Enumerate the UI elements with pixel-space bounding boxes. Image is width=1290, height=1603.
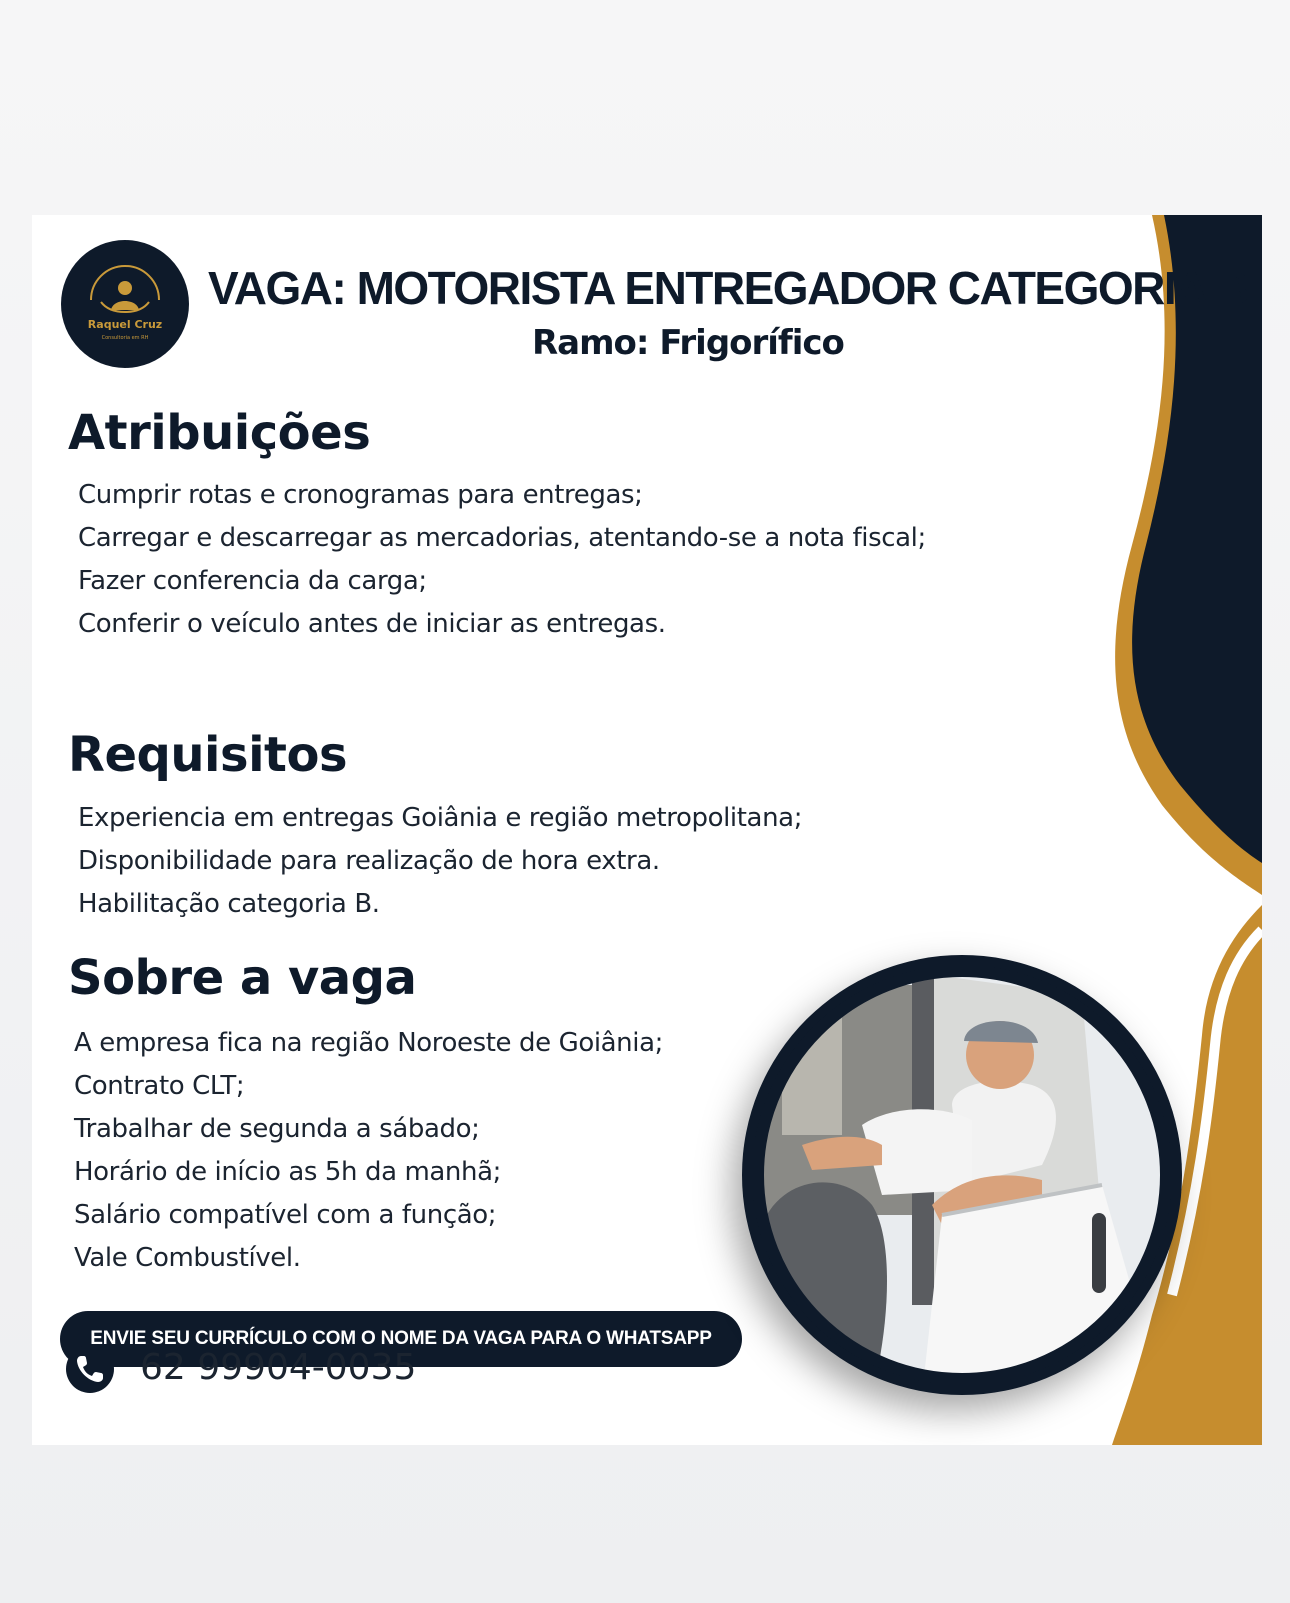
job-post-card bbox=[32, 215, 1262, 1445]
brand-tagline: Consultoria em RH bbox=[101, 335, 149, 341]
page-subtitle: Ramo: Frigorífico bbox=[532, 323, 844, 363]
list-item: Habilitação categoria B. bbox=[78, 889, 380, 919]
section-list-requisitos bbox=[78, 797, 802, 926]
list-item: Conferir o veículo antes de iniciar as entregas. bbox=[78, 609, 666, 639]
brand-logo bbox=[61, 240, 189, 368]
section-list-sobre-a-vaga bbox=[74, 1022, 663, 1280]
list-item: A empresa fica na região Noroeste de Goiânia; bbox=[74, 1028, 663, 1058]
list-item: Salário compatível com a função; bbox=[74, 1200, 497, 1230]
section-list-atribuicoes bbox=[78, 474, 926, 646]
list-item: Trabalhar de segunda a sábado; bbox=[74, 1114, 480, 1144]
list-item: Carregar e descarregar as mercadorias, atentando-se a nota fiscal; bbox=[78, 523, 926, 553]
section-heading-requisitos: Requisitos bbox=[68, 727, 348, 783]
contact-phone[interactable]: 62 99904-0035 bbox=[140, 1347, 417, 1388]
driver-photo bbox=[742, 955, 1182, 1395]
list-item: Horário de início as 5h da manhã; bbox=[74, 1157, 501, 1187]
person-icon bbox=[61, 240, 189, 368]
phone-icon bbox=[66, 1345, 114, 1393]
section-heading-atribuicoes: Atribuições bbox=[68, 405, 371, 461]
list-item: Disponibilidade para realização de hora extra. bbox=[78, 846, 660, 876]
list-item: Vale Combustível. bbox=[74, 1243, 301, 1273]
page-title: VAGA: MOTORISTA ENTREGADOR CATEGORIA B bbox=[208, 262, 1249, 314]
brand-name: Raquel Cruz bbox=[87, 318, 163, 331]
list-item: Experiencia em entregas Goiânia e região metropolitana; bbox=[78, 803, 803, 833]
whatsapp-cta-banner: ENVIE SEU CURRÍCULO COM O NOME DA VAGA PARA O WHATSAPP bbox=[60, 1311, 742, 1367]
list-item: Fazer conferencia da carga; bbox=[78, 566, 427, 596]
section-heading-sobre-a-vaga: Sobre a vaga bbox=[68, 950, 417, 1006]
list-item: Cumprir rotas e cronogramas para entregas; bbox=[78, 480, 643, 510]
list-item: Contrato CLT; bbox=[74, 1071, 245, 1101]
